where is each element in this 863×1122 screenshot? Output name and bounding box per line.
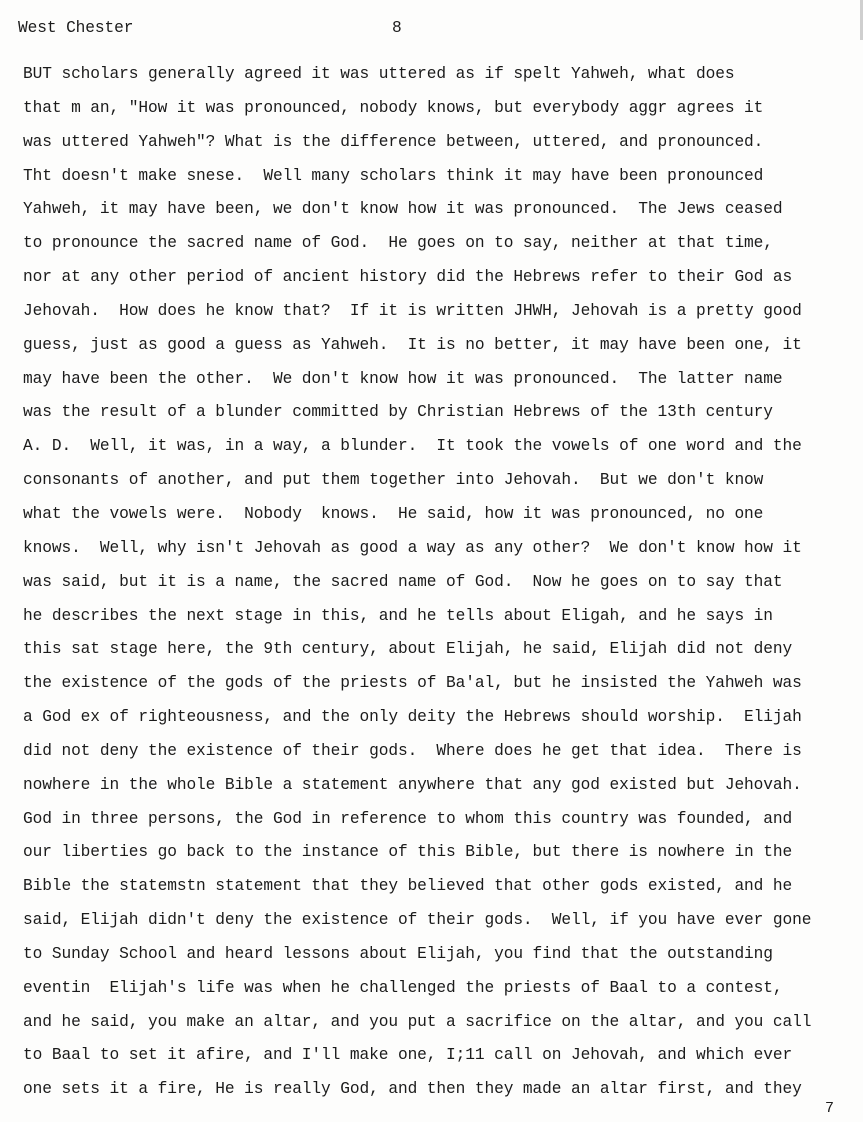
text-line: said, Elijah didn't deny the existence of their gods. Well, if you have ever gone <box>23 911 812 930</box>
text-line: was the result of a blunder committed by Christian Hebrews of the 13th century <box>23 403 773 422</box>
text-line: what the vowels were. Nobody knows. He said, how it was pronounced, no one <box>23 504 764 523</box>
text-line: nowhere in the whole Bible a statement anywhere that any god existed but Jehovah. <box>23 775 802 794</box>
text-line: God in three persons, the God in reference to whom this country was founded, and <box>23 809 793 828</box>
text-line: to Baal to set it afire, and I'll make one, I;11 call on Jehovah, and which ever <box>23 1046 793 1065</box>
text-line: may have been the other. We don't know how it was pronounced. The latter name <box>23 369 783 388</box>
text-line: a God ex of righteousness, and the only deity the Hebrews should worship. Elijah <box>23 708 802 727</box>
text-line: he describes the next stage in this, and he tells about Eligah, and he says in <box>23 606 773 625</box>
text-line: Bible the statemstn statement that they believed that other gods existed, and he <box>23 877 793 896</box>
text-line: was uttered Yahweh"? What is the difference between, uttered, and pronounced. <box>23 132 764 151</box>
text-line: the existence of the gods of the priests of Ba'al, but he insisted the Yahweh was <box>23 674 802 693</box>
text-line: BUT scholars generally agreed it was uttered as if spelt Yahweh, what does <box>23 65 735 83</box>
page-header-location: West Chester <box>18 19 134 37</box>
text-line: that m an, "How it was pronounced, nobody knows, but everybody aggr agrees it <box>23 98 764 117</box>
footer-handwritten-mark: 7 <box>825 1100 834 1117</box>
page-number: 8 <box>392 19 402 37</box>
text-line: Tht doesn't make snese. Well many scholars think it may have been pronounced <box>23 166 764 185</box>
text-line: and he said, you make an altar, and you put a sacrifice on the altar, and you call <box>23 1012 812 1031</box>
text-line: guess, just as good a guess as Yahweh. It is no better, it may have been one, it <box>23 335 802 354</box>
text-line: knows. Well, why isn't Jehovah as good a way as any other? We don't know how it <box>23 538 802 557</box>
text-line: did not deny the existence of their gods. Where does he get that idea. There is <box>23 741 802 760</box>
text-line: Yahweh, it may have been, we don't know how it was pronounced. The Jews ceased <box>23 200 783 219</box>
text-line: consonants of another, and put them together into Jehovah. But we don't know <box>23 471 764 490</box>
text-line: to Sunday School and heard lessons about Elijah, you find that the outstanding <box>23 944 773 963</box>
document-body <box>23 62 811 1111</box>
text-line: nor at any other period of ancient history did the Hebrews refer to their God as <box>23 268 793 287</box>
text-line: to pronounce the sacred name of God. He goes on to say, neither at that time, <box>23 234 773 253</box>
text-line: this sat stage here, the 9th century, about Elijah, he said, Elijah did not deny <box>23 640 793 659</box>
text-line: eventin Elijah's life was when he challenged the priests of Baal to a contest, <box>23 978 783 997</box>
text-line: was said, but it is a name, the sacred name of God. Now he goes on to say that <box>23 572 783 591</box>
text-line: A. D. Well, it was, in a way, a blunder. It took the vowels of one word and the <box>23 437 802 456</box>
text-line: our liberties go back to the instance of this Bible, but there is nowhere in the <box>23 843 793 862</box>
text-line: Jehovah. How does he know that? If it is written JHWH, Jehovah is a pretty good <box>23 301 802 320</box>
text-line: one sets it a fire, He is really God, and then they made an altar first, and they <box>23 1080 802 1099</box>
